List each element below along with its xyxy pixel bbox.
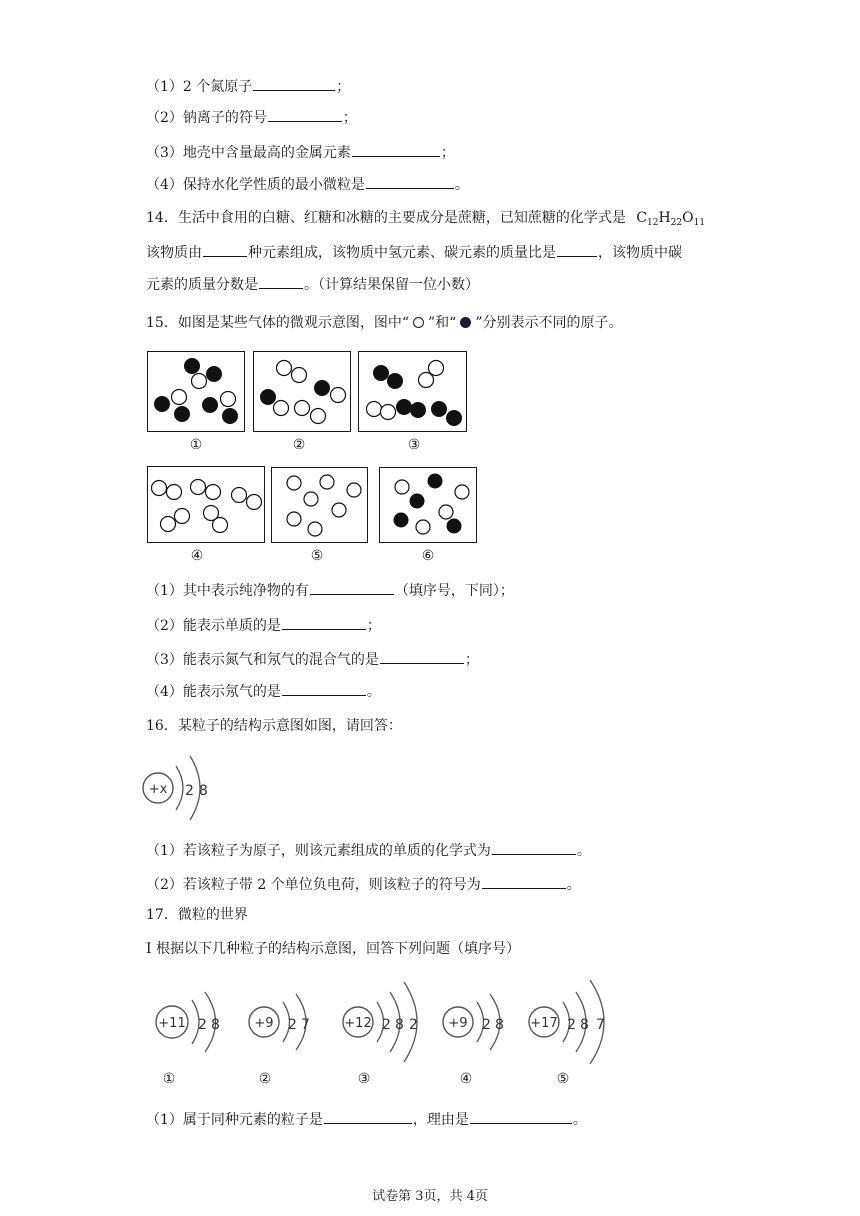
q15-text: ； bbox=[464, 652, 479, 668]
q16-text: 。 bbox=[566, 877, 581, 893]
formula-o: O bbox=[682, 210, 694, 226]
answer-blank[interactable] bbox=[324, 1109, 412, 1124]
q13-item-3-text: （3）地壳中含量最高的金属元素 bbox=[146, 145, 351, 161]
shell-electrons: 2 bbox=[482, 1017, 491, 1033]
gas-diagram-2 bbox=[253, 351, 351, 432]
answer-blank[interactable] bbox=[282, 681, 366, 696]
q17-stem: 17．微粒的世界 bbox=[146, 907, 248, 923]
q14-line-1 bbox=[146, 208, 705, 233]
answer-blank[interactable] bbox=[352, 142, 440, 157]
punct: ； bbox=[342, 110, 357, 126]
gas-diagram-4 bbox=[147, 466, 265, 543]
q15-sub-1 bbox=[146, 580, 514, 601]
q15-text: （填序号，下同）； bbox=[394, 583, 514, 599]
solid-atom-icon bbox=[460, 317, 471, 328]
q17-text: （1）属于同种元素的粒子是 bbox=[146, 1112, 323, 1128]
q15-stem bbox=[146, 313, 622, 333]
answer-blank[interactable] bbox=[282, 615, 366, 630]
q15-text: ； bbox=[366, 618, 381, 634]
formula-h-sub: 22 bbox=[670, 218, 683, 228]
q16-stem: 16．某粒子的结构示意图如图，请回答： bbox=[146, 718, 402, 734]
shell-electrons: 2 bbox=[198, 1017, 207, 1033]
q17-text: 。 bbox=[572, 1112, 587, 1128]
q17-intro: I 根据以下几种粒子的结构示意图，回答下列问题（填序号） bbox=[146, 941, 520, 957]
particle-diagram-1 bbox=[148, 988, 238, 1060]
particle-label-3: ③ bbox=[357, 1071, 371, 1087]
particle-diagram-4 bbox=[436, 988, 526, 1060]
diagram-label-5: ⑤ bbox=[310, 548, 324, 564]
page-footer: 试卷第 3页，共 4页 bbox=[372, 1189, 488, 1204]
gas-diagram-3 bbox=[358, 351, 467, 432]
shell-electrons: 2 bbox=[185, 783, 194, 799]
q15-text: （2）能表示单质的是 bbox=[146, 618, 281, 634]
nucleus-label: +x bbox=[148, 782, 168, 797]
shell-electrons: 8 bbox=[495, 1017, 504, 1033]
q15-text: ”分别表示不同的原子。 bbox=[475, 315, 623, 331]
formula-c-sub: 12 bbox=[646, 218, 659, 228]
nucleus-label: +11 bbox=[158, 1016, 186, 1031]
q15-text: 15．如图是某些气体的微观示意图，图中“ bbox=[146, 315, 409, 331]
hollow-atom-icon bbox=[413, 317, 424, 328]
sucrose-formula bbox=[636, 210, 705, 226]
q16-structure-diagram bbox=[140, 752, 220, 824]
q15-sub-2 bbox=[146, 615, 381, 636]
diagram-label-2: ② bbox=[292, 437, 306, 453]
q15-text: （3）能表示氮气和氖气的混合气的是 bbox=[146, 652, 379, 668]
q14-text: 种元素组成，该物质中氢元素、碳元素的质量比是 bbox=[248, 245, 556, 261]
particle-label-1: ① bbox=[162, 1071, 176, 1087]
q15-text: ”和“ bbox=[427, 315, 457, 331]
q14-line-3 bbox=[146, 274, 479, 295]
q15-sub-3 bbox=[146, 649, 479, 670]
shell-electrons: 2 bbox=[409, 1017, 418, 1033]
punct: ； bbox=[440, 145, 455, 161]
shell-electrons: 8 bbox=[580, 1017, 589, 1033]
gas-diagram-6 bbox=[379, 467, 477, 543]
diagram-label-1: ① bbox=[189, 437, 203, 453]
q16-text: （2）若该粒子带 2 个单位负电荷，则该粒子的符号为 bbox=[146, 877, 481, 893]
answer-blank[interactable] bbox=[492, 840, 576, 855]
q14-text: 元素的质量分数是 bbox=[146, 277, 258, 293]
nucleus-label: +17 bbox=[530, 1016, 558, 1031]
q16-text: 。 bbox=[576, 843, 591, 859]
answer-blank[interactable] bbox=[268, 107, 342, 122]
shell-electrons: 7 bbox=[301, 1017, 310, 1033]
particle-diagram-3 bbox=[336, 978, 436, 1064]
q15-text: （4）能表示氖气的是 bbox=[146, 684, 281, 700]
nucleus-label: +9 bbox=[448, 1016, 468, 1031]
answer-blank[interactable] bbox=[482, 874, 566, 889]
answer-blank[interactable] bbox=[366, 174, 454, 189]
q15-text: 。 bbox=[366, 684, 381, 700]
q17-sub-1 bbox=[146, 1109, 587, 1130]
answer-blank[interactable] bbox=[259, 274, 303, 289]
q13-item-1 bbox=[146, 76, 350, 97]
gas-diagram-1 bbox=[147, 351, 245, 432]
answer-blank[interactable] bbox=[310, 580, 394, 595]
particle-diagram-2 bbox=[242, 988, 332, 1060]
punct: 。 bbox=[454, 177, 469, 193]
answer-blank[interactable] bbox=[470, 1109, 572, 1124]
particle-label-5: ⑤ bbox=[556, 1071, 570, 1087]
q14-text: 。（计算结果保留一位小数） bbox=[304, 277, 479, 293]
particle-label-4: ④ bbox=[459, 1071, 473, 1087]
q16-sub-1 bbox=[146, 840, 591, 861]
shell-electrons: 8 bbox=[211, 1017, 220, 1033]
particle-label-2: ② bbox=[258, 1071, 272, 1087]
nucleus-label: +12 bbox=[344, 1016, 372, 1031]
q13-item-4-text: （4）保持水化学性质的最小微粒是 bbox=[146, 177, 365, 193]
q13-item-2 bbox=[146, 107, 357, 128]
answer-blank[interactable] bbox=[380, 649, 464, 664]
formula-h: H bbox=[658, 210, 671, 226]
q15-sub-4 bbox=[146, 681, 381, 702]
q15-text: （1）其中表示纯净物的有 bbox=[146, 583, 309, 599]
q16-text: （1）若该粒子为原子，则该元素组成的单质的化学式为 bbox=[146, 843, 491, 859]
q17-text: ，理由是 bbox=[412, 1112, 469, 1128]
shell-electrons: 8 bbox=[395, 1017, 404, 1033]
diagram-label-4: ④ bbox=[190, 548, 204, 564]
shell-electrons: 2 bbox=[382, 1017, 391, 1033]
punct: ； bbox=[336, 79, 351, 95]
q16-sub-2 bbox=[146, 874, 581, 895]
q13-item-4 bbox=[146, 174, 469, 195]
q14-text: 该物质由 bbox=[146, 245, 202, 261]
nucleus-label: +9 bbox=[254, 1016, 274, 1031]
q13-item-3 bbox=[146, 142, 455, 163]
q13-item-2-text: （2）钠离子的符号 bbox=[146, 110, 267, 126]
shell-electrons: 2 bbox=[567, 1017, 576, 1033]
diagram-label-3: ③ bbox=[407, 437, 421, 453]
answer-blank[interactable] bbox=[253, 76, 335, 91]
answer-blank[interactable] bbox=[557, 242, 597, 257]
formula-o-sub: 11 bbox=[693, 218, 706, 228]
shell-electrons: 7 bbox=[596, 1017, 605, 1033]
formula-c: C bbox=[636, 210, 647, 226]
shell-electrons: 8 bbox=[199, 783, 208, 799]
answer-blank[interactable] bbox=[203, 242, 247, 257]
q14-text: ，该物质中碳 bbox=[598, 245, 682, 261]
q14-stem: 14．生活中食用的白糖、红糖和冰糖的主要成分是蔗糖，已知蔗糖的化学式是 bbox=[146, 210, 626, 226]
gas-diagram-5 bbox=[271, 467, 368, 543]
q14-line-2 bbox=[146, 242, 682, 263]
particle-diagram-5 bbox=[524, 976, 624, 1064]
diagram-label-6: ⑥ bbox=[421, 548, 435, 564]
shell-electrons: 2 bbox=[288, 1017, 297, 1033]
q13-item-1-text: （1）2 个氮原子 bbox=[146, 79, 253, 95]
